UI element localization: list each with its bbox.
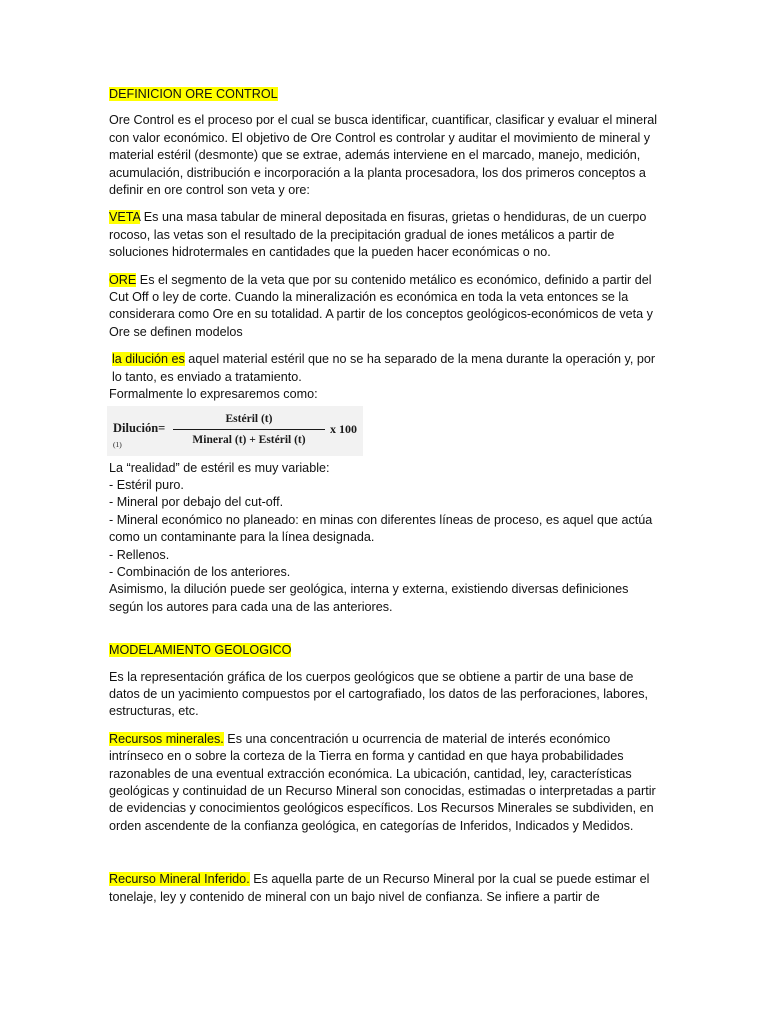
list-item: - Mineral económico no planeado: en minas con diferentes líneas de proceso, es aquel que actúa como un contaminante para la línea designada. — [109, 512, 653, 545]
inferido-term: Recurso Mineral Inferido. — [109, 872, 250, 887]
formal-intro: Formalmente lo expresaremos como: — [109, 387, 318, 402]
formula-numerator: Estéril (t) — [225, 412, 273, 425]
heading-highlight: DEFINICION ORE CONTROL — [109, 87, 278, 101]
ore-paragraph — [109, 272, 664, 342]
list-item: - Rellenos. — [109, 547, 170, 562]
dilucion-term: la dilución es — [112, 352, 185, 367]
inferido-paragraph — [109, 871, 664, 906]
ore-control-intro: Ore Control es el proceso por el cual se busca identificar, cuantificar, clasificar y evaluar el mineral con valor económico. El objetivo de Ore Control es controlar y auditar el movimiento de mineral y material estéril (desmonte) que se extrae, además interviene en el marcado, manejo, medición, acumulación, distribución e incorporación a la planta procesadora, los dos primeros conceptos a definir en ore control son veta y ore: — [109, 113, 658, 198]
dilucion-paragraph — [109, 351, 664, 386]
recursos-definition: Es una concentración u ocurrencia de material de interés económico intrínseco en o sobre la corteza de la Tierra en forma y cantidad en que haya probabilidades razonables de una eventual extracción económica. La ubicación, cantidad, ley, características geológicas y continuidad de un Recurso Mineral son conocidas, estimadas o interpretadas a partir de evidencias y conocimientos geológicos específicos. Los Recursos Minerales se subdividen, en orden ascendente de la confianza geológica, en categorías de Inferidos, Indicados y Medidos. — [109, 731, 656, 833]
veta-term: VETA — [109, 210, 141, 225]
recursos-term: Recursos minerales. — [109, 731, 224, 746]
list-item: - Combinación de los anteriores. — [109, 564, 291, 579]
ore-definition: Es el segmento de la veta que por su contenido metálico es económico, definido a partir del Cut Off o ley de corte. Cuando la mineralización es económica en toda la veta entonces se la considerara como Ore en su totalidad. A partir de los conceptos geológicos-económicos de veta y Ore se definen modelos — [109, 272, 653, 339]
formula-denominator: Mineral (t) + Estéril (t) — [192, 433, 306, 446]
dilution-formula — [107, 406, 363, 456]
dilucion-definition: aquel material estéril que no se ha separado de la mena durante la operación y, por lo tanto, es enviado a tratamiento. — [112, 352, 656, 384]
veta-paragraph — [109, 209, 664, 261]
formula-fraction — [173, 411, 325, 447]
recursos-paragraph — [109, 731, 664, 835]
section-heading-modelamiento — [109, 642, 664, 659]
formula-reference: (1) — [113, 439, 122, 449]
dilucion-closing: Asimismo, la dilución puede ser geológica, interna y externa, existiendo diversas definiciones según los autores para cada una de las anteriores. — [109, 582, 629, 614]
inferido-definition: Es aquella parte de un Recurso Mineral por la cual se puede estimar el tonelaje, ley y contenido de mineral con un bajo nivel de confianza. Se infiere a partir de — [109, 872, 650, 904]
formula-multiplier: x 100 — [330, 421, 357, 436]
heading-highlight: MODELAMIENTO GEOLOGICO — [109, 643, 292, 658]
ore-term: ORE — [109, 272, 137, 287]
list-item: - Estéril puro. — [109, 477, 184, 492]
formula-label: Dilución= — [113, 420, 166, 435]
modelamiento-intro: Es la representación gráfica de los cuerpos geológicos que se obtiene a partir de una base de datos de un yacimiento compuestos por el cartografiado, los datos de las perforaciones, labores, estructuras, etc. — [109, 669, 649, 719]
veta-definition: Es una masa tabular de mineral depositada en fisuras, grietas o hendiduras, de un cuerpo rocoso, las vetas son el resultado de la precipitación gradual de iones metálicos a partir de soluciones hidrotermales en cantidades que la pueden hacer económicas o no. — [109, 210, 647, 260]
realidad-intro: La “realidad” de estéril es muy variable: — [109, 460, 330, 475]
fraction-bar — [173, 429, 325, 430]
section-heading-ore-control — [109, 86, 664, 103]
list-item: - Mineral por debajo del cut-off. — [109, 495, 284, 510]
